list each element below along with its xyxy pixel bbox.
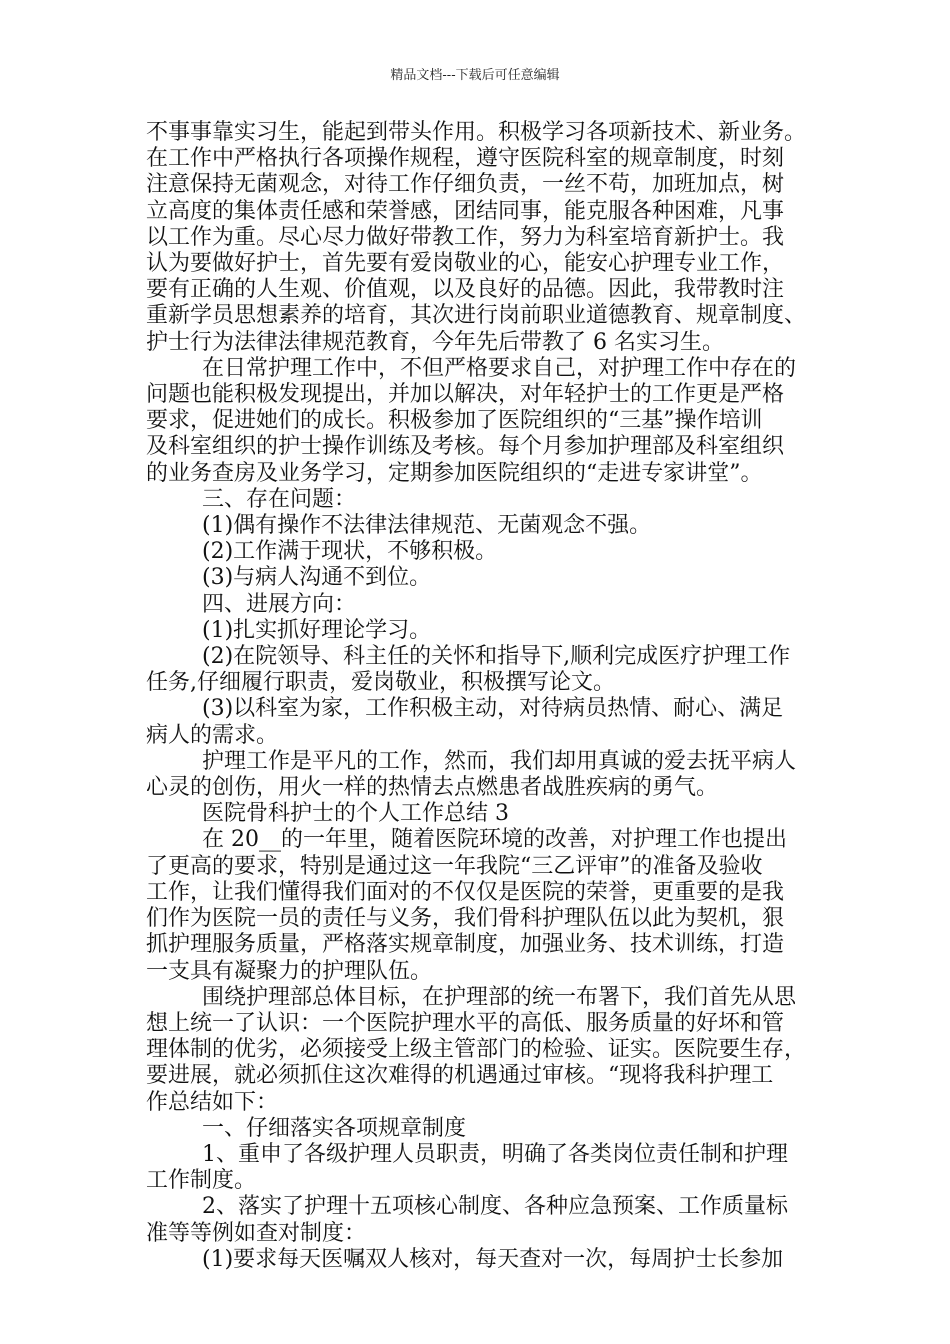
- text-line: 护士行为法律法律规范教育，今年先后带教了 6 名实习生。: [146, 329, 724, 355]
- text-line: 一支具有凝聚力的护理队伍。: [146, 958, 433, 984]
- text-line: 重新学员思想素养的培育，其次进行岗前职业道德教育、规章制度、: [146, 303, 807, 329]
- text-line: 作总结如下：: [146, 1089, 279, 1115]
- page-header: 精品文档---下载后可任意编辑: [390, 68, 560, 83]
- text-line: 及科室组织的护士操作训练及考核。每个月参加护理部及科室组织: [146, 434, 785, 460]
- text-line: 要有正确的人生观、价值观，以及良好的品德。因此，我带教时注: [146, 277, 785, 303]
- text-line: 不事事靠实习生，能起到带头作用。积极学习各项新技术、新业务。: [146, 120, 807, 145]
- text-line: 工作，让我们懂得我们面对的不仅仅是医院的荣誉，更重要的是我: [146, 879, 785, 905]
- text-line: (3)与病人沟通不到位。: [202, 565, 432, 591]
- text-line: 认为要做好护士，首先要有爱岗敬业的心，能安心护理专业工作，: [146, 251, 785, 277]
- text-line: 以工作为重。尽心尽力做好带教工作，努力为科室培育新护士。我: [146, 224, 785, 250]
- text-line: 四、进展方向：: [202, 591, 357, 617]
- text-line: 理体制的优劣，必须接受上级主管部门的检验、证实。医院要生存，: [146, 1037, 807, 1063]
- text-line: 抓护理服务质量，严格落实规章制度，加强业务、技术训练，打造: [146, 932, 785, 958]
- text-line: 要进展，就必须抓住这次难得的机遇通过审核。“现将我科护理工: [146, 1063, 774, 1089]
- text-line: 2、落实了护理十五项核心制度、各种应急预案、工作质量标: [202, 1194, 788, 1220]
- text-line: 病人的需求。: [146, 722, 279, 748]
- document-body: [146, 120, 816, 1273]
- text-line: 护理工作是平凡的工作，然而，我们却用真诚的爱去抚平病人: [202, 748, 797, 774]
- text-line: 了更高的要求，特别是通过这一年我院“三乙评审”的准备及验收: [146, 853, 763, 879]
- text-line: 围绕护理部总体目标，在护理部的统一布署下，我们首先从思: [202, 984, 797, 1010]
- text-line: (1)偶有操作不法律法律规范、无菌观念不强。: [202, 513, 652, 539]
- text-line: 在 20__的一年里，随着医院环境的改善，对护理工作也提出: [202, 827, 787, 853]
- text-line: 三、存在问题：: [202, 486, 357, 512]
- text-line: (3)以科室为家，工作积极主动，对待病员热情、耐心、满足: [202, 696, 784, 722]
- text-line: (1)扎实抓好理论学习。: [202, 617, 432, 643]
- text-line: 的业务查房及业务学习，定期参加医院组织的“走进专家讲堂”。: [146, 460, 763, 486]
- text-line: 在日常护理工作中，不但严格要求自己，对护理工作中存在的: [202, 355, 797, 381]
- text-line: (2)在院领导、科主任的关怀和指导下,顺利完成医疗护理工作: [202, 644, 791, 670]
- text-line: 医院骨科护士的个人工作总结 3: [202, 801, 509, 827]
- text-line: (1)要求每天医嘱双人核对，每天查对一次，每周护士长参加: [202, 1246, 784, 1272]
- text-line: 工作制度。: [146, 1168, 257, 1194]
- text-line: 任务,仔细履行职责，爱岗敬业，积极撰写论文。: [146, 670, 615, 696]
- text-line: 一、仔细落实各项规章制度: [202, 1115, 467, 1141]
- text-line: 在工作中严格执行各项操作规程，遵守医院科室的规章制度，时刻: [146, 146, 785, 172]
- text-line: 想上统一了认识：一个医院护理水平的高低、服务质量的好坏和管: [146, 1010, 785, 1036]
- text-line: 1、重申了各级护理人员职责，明确了各类岗位责任制和护理: [202, 1141, 788, 1167]
- text-line: (2)工作满于现状，不够积极。: [202, 539, 498, 565]
- text-line: 心灵的创伤，用火一样的热情去点燃患者战胜疾病的勇气。: [146, 775, 719, 801]
- text-line: 问题也能积极发现提出，并加以解决，对年轻护士的工作更是严格: [146, 382, 785, 408]
- text-line: 立高度的集体责任感和荣誉感，团结同事，能克服各种困难，凡事: [146, 198, 785, 224]
- text-line: 准等等例如查对制度：: [146, 1220, 367, 1246]
- text-line: 们作为医院一员的责任与义务，我们骨科护理队伍以此为契机，狠: [146, 906, 785, 932]
- text-line: 注意保持无菌观念，对待工作仔细负责，一丝不苟，加班加点，树: [146, 172, 785, 198]
- text-line: 要求，促进她们的成长。积极参加了医院组织的“三基”操作培训: [146, 408, 763, 434]
